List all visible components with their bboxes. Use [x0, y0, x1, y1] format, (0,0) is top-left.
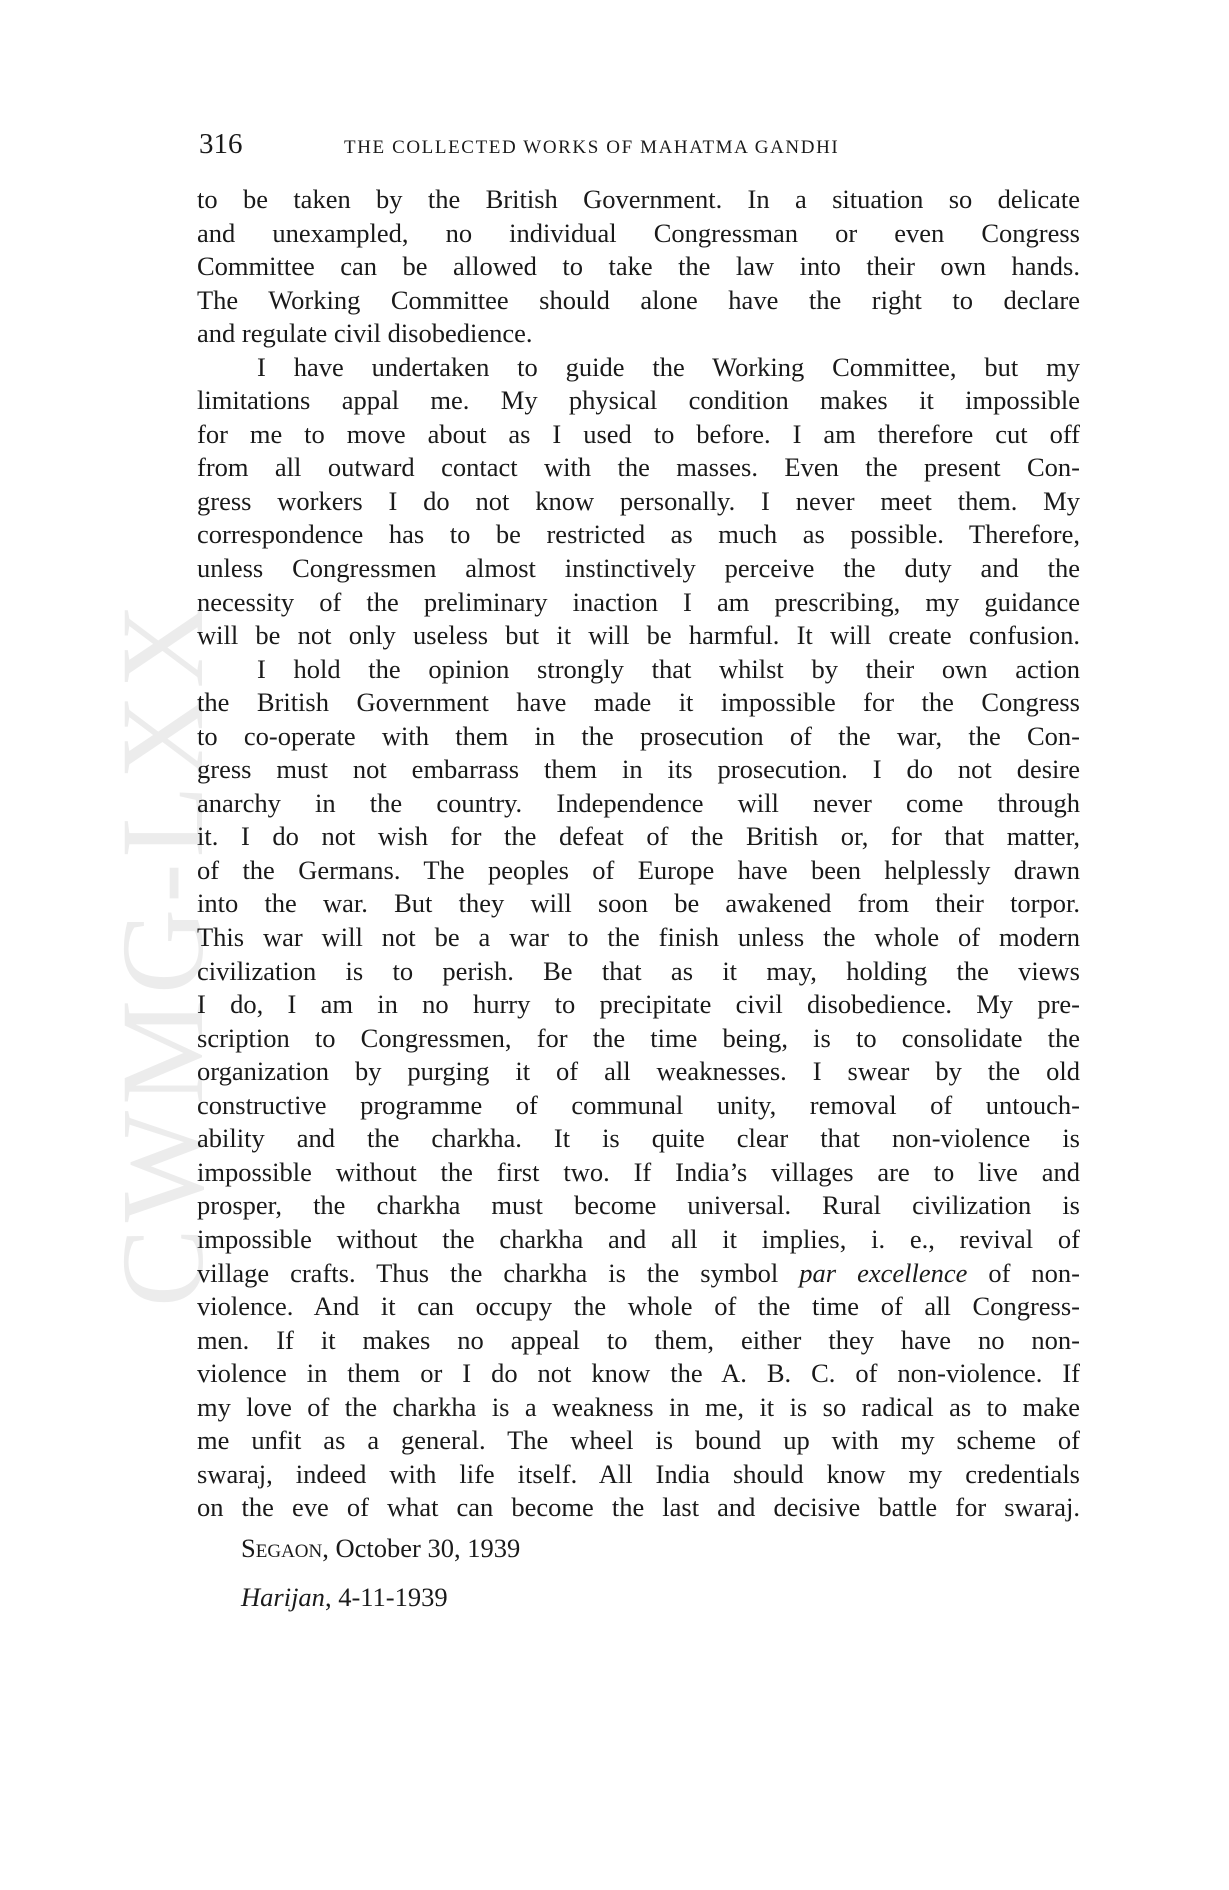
text-fragment: of non-: [967, 1257, 1081, 1288]
text-line: and unexampled, no individual Congressman or even Congress: [197, 217, 1080, 248]
text-line: prosper, the charkha must become universal. Rural civilization is: [197, 1190, 1080, 1221]
signoff-line: [241, 1533, 520, 1564]
text-line: on the eve of what can become the last and decisive battle for swaraj.: [197, 1492, 1080, 1523]
text-line: gress workers I do not know personally. I never meet them. My: [197, 485, 1080, 516]
text-line: impossible without the charkha and all it implies, i. e., revival of: [197, 1223, 1080, 1254]
text-line: I do, I am in no hurry to precipitate civil disobedience. My pre-: [197, 989, 1080, 1020]
text-line: limitations appal me. My physical condition makes it impossible: [197, 385, 1080, 416]
text-line: [197, 1257, 1080, 1291]
text-line: I hold the opinion strongly that whilst by their own action: [257, 653, 1080, 684]
text-line: of the Germans. The peoples of Europe have been helplessly drawn: [197, 854, 1080, 885]
paragraph: [197, 183, 1080, 351]
text-line: scription to Congressmen, for the time being, is to consolidate the: [197, 1022, 1080, 1053]
body-text: [197, 183, 1080, 1525]
text-line: into the war. But they will soon be awakened from their torpor.: [197, 888, 1080, 919]
text-line: organization by purging it of all weaknesses. I swear by the old: [197, 1056, 1080, 1087]
text-line: The Working Committee should alone have the right to declare: [197, 284, 1080, 315]
page-number: 316: [199, 128, 243, 160]
text-line: violence. And it can occupy the whole of the time of all Congress-: [197, 1291, 1080, 1322]
text-line: for me to move about as I used to before. I am therefore cut off: [197, 418, 1080, 449]
text-line: from all outward contact with the masses. Even the present Con-: [197, 452, 1080, 483]
paragraph: [197, 653, 1080, 1525]
text-line: This war will not be a war to the finish unless the whole of modern: [197, 922, 1080, 953]
text-fragment: village crafts. Thus the charkha is the symbol: [197, 1257, 800, 1288]
text-line: me unfit as a general. The wheel is bound up with my scheme of: [197, 1425, 1080, 1456]
text-line: to be taken by the British Government. In a situation so delicate: [197, 184, 1080, 214]
text-line: anarchy in the country. Independence will never come through: [197, 787, 1080, 818]
text-line: men. If it makes no appeal to them, either they have no non-: [197, 1324, 1080, 1355]
source-publication: Harijan: [241, 1582, 325, 1612]
text-line: correspondence has to be restricted as much as possible. Therefore,: [197, 519, 1080, 550]
text-line: gress must not embarrass them in its prosecution. I do not desire: [197, 754, 1080, 785]
text-line: violence in them or I do not know the A. B. C. of non-violence. If: [197, 1358, 1080, 1389]
page-header: [199, 128, 1089, 164]
text-line: I have undertaken to guide the Working Committee, but my: [257, 351, 1080, 382]
text-line: will be not only useless but it will be harmful. It will create confusion.: [197, 620, 1080, 651]
text-line: it. I do not wish for the defeat of the British or, for that matter,: [197, 821, 1080, 852]
text-line: and regulate civil disobedience.: [197, 318, 533, 349]
text-line: unless Congressmen almost instinctively perceive the duty and the: [197, 553, 1080, 584]
text-line: constructive programme of communal unity, removal of untouch-: [197, 1089, 1080, 1120]
text-line: my love of the charkha is a weakness in me, it is so radical as to make: [197, 1391, 1080, 1422]
text-line: the British Government have made it impossible for the Congress: [197, 687, 1080, 718]
source-line: [241, 1582, 448, 1613]
source-date: , 4-11-1939: [324, 1582, 448, 1612]
signoff-place: Segaon: [241, 1533, 323, 1563]
signoff-date: , October 30, 1939: [322, 1533, 521, 1563]
text-line: to co-operate with them in the prosecution of the war, the Con-: [197, 720, 1080, 751]
running-title: THE COLLECTED WORKS OF MAHATMA GANDHI: [344, 137, 840, 158]
italic-phrase: par excellence: [799, 1257, 968, 1288]
text-line: ability and the charkha. It is quite clear that non-violence is: [197, 1123, 1080, 1154]
text-line: civilization is to perish. Be that as it may, holding the views: [197, 955, 1080, 986]
text-line: impossible without the first two. If India’s villages are to live and: [197, 1156, 1080, 1187]
paragraph: [197, 351, 1080, 653]
text-line: swaraj, indeed with life itself. All India should know my credentials: [197, 1458, 1080, 1489]
text-line: necessity of the preliminary inaction I am prescribing, my guidance: [197, 586, 1080, 617]
watermark: CWMG-LXX: [97, 596, 228, 1308]
text-line: Committee can be allowed to take the law into their own hands.: [197, 251, 1080, 282]
